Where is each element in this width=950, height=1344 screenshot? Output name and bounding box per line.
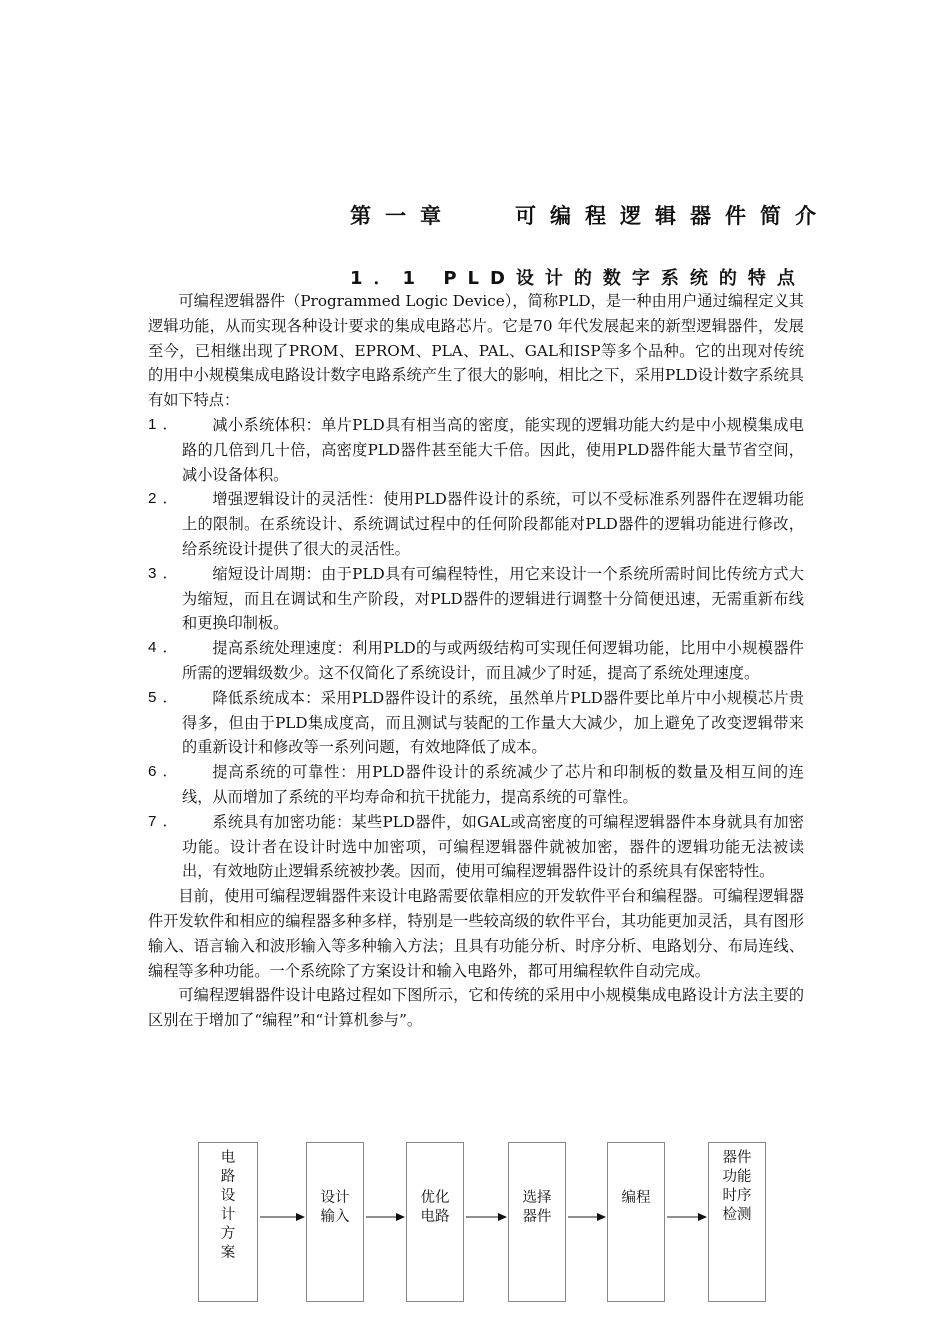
section-title: 1．1 PLD设计的数字系统的特点 — [350, 268, 806, 289]
list-item-number: 2． — [148, 490, 184, 508]
flow-step-label: 选择 器件 — [522, 1190, 552, 1225]
list-item-text: 提高系统的可靠性：用PLD器件设计的系统减少了芯片和印制板的数量及相互间的连线，从而增加了系统的平均寿命和抗干扰能力，提高系统的可靠性。 — [182, 763, 804, 806]
paragraph-design-flow: 可编程逻辑器件设计电路过程如下图所示，它和传统的采用中小规模集成电路设计方法主要的区别在于增加了“编程”和“计算机参与”。 — [148, 986, 804, 1030]
list-item-number: 5． — [148, 688, 184, 706]
list-item-text: 提高系统处理速度：利用PLD的与或两级结构可实现任何逻辑功能，比用中小规模器件所需的逻辑级数少。这不仅简化了系统设计，而且减少了时延，提高了系统处理速度。 — [182, 639, 804, 682]
flow-arrowhead — [396, 1213, 405, 1221]
flow-step-label: 优化 电路 — [420, 1190, 450, 1225]
list-item — [148, 810, 804, 884]
list-item-text: 增强逻辑设计的灵活性：使用PLD器件设计的系统，可以不受标准系列器件在逻辑功能上的限制。在系统设计、系统调试过程中的任何阶段都能对PLD器件的逻辑功能进行修改，给系统设计提供了很大的灵活性。 — [182, 490, 804, 558]
list-item-text: 减小系统体积：单片PLD具有相当高的密度，能实现的逻辑功能大约是中小规模集成电路的几倍到几十倍，高密度PLD器件甚至能大千倍。因此，使用PLD器件能大量节省空间，减小设备体积。 — [182, 415, 804, 484]
flow-step-label: 编程 — [621, 1190, 651, 1206]
flow-step-box — [406, 1142, 464, 1302]
list-item — [148, 760, 804, 810]
flow-step-label: 器件 功能 时序 检测 — [722, 1150, 752, 1223]
list-item-number: 3． — [148, 564, 184, 582]
list-item-number: 4． — [148, 639, 184, 657]
flow-step-box — [708, 1142, 766, 1302]
document-body — [148, 289, 804, 1033]
list-item-text: 降低系统成本：采用PLD器件设计的系统，虽然单片PLD器件要比单片中小规模芯片贵得多，但由于PLD集成度高，而且测试与装配的工作量大大减少，加上避免了改变逻辑带来的重新设计和修改等一系列问题，有效地降低了成本。 — [182, 688, 804, 757]
design-flow-diagram — [198, 1140, 768, 1304]
flow-arrows — [198, 1140, 768, 1304]
paragraph-development-tools: 目前，使用可编程逻辑器件来设计电路需要依靠相应的开发软件平台和编程器。可编程逻辑器件开发软件和相应的编程器多种多样，特别是一些较高级的软件平台，其功能更加灵活，具有图形输入、语言输入和波形输入等多种输入方法；且具有功能分析、时序分析、电路划分、布局连线、编程等多种功能。一个系统除了方案设计和输入电路外，都可用编程软件自动完成。 — [148, 887, 804, 980]
chapter-number: 第一章 — [350, 204, 455, 228]
flow-arrowhead — [698, 1213, 707, 1221]
list-item-text: 系统具有加密功能：某些PLD器件，如GAL或高密度的可编程逻辑器件本身就具有加密功能。设计者在设计时选中加密项，可编程逻辑器件就被加密，器件的逻辑功能无法被读出，有效地防止逻辑系统被抄袭。因而，使用可编程逻辑器件设计的系统具有保密特性。 — [182, 812, 804, 881]
list-item-number: 7． — [148, 812, 184, 830]
list-item-number: 1． — [148, 415, 184, 433]
intro-paragraph: 可编程逻辑器件（Programmed Logic Device），简称PLD，是一种由用户通过编程定义其逻辑功能，从而实现各种设计要求的集成电路芯片。它是70 年代发展起来的新型逻辑器件，发展至今，已相继出现了PROM、EPROM、PLA、PAL、GAL和ISP等多个品种。它的出现对传统的用中小规模集成电路设计数字电路系统产生了很大的影响，相比之下，采用PLD设计数字系统具有如下特点： — [148, 292, 804, 410]
flow-arrowhead — [296, 1213, 305, 1221]
list-item-number: 6． — [148, 763, 184, 781]
list-item — [148, 686, 804, 760]
chapter-title: 可编程逻辑器件简介 — [515, 204, 830, 228]
flow-step-label: 电 路 设 计 方 案 — [220, 1150, 236, 1261]
flow-step-box — [508, 1142, 566, 1302]
feature-list — [148, 413, 804, 884]
list-item-text: 缩短设计周期：由于PLD具有可编程特性，用它来设计一个系统所需时间比传统方式大为缩短，而且在调试和生产阶段，对PLD器件的逻辑进行调整十分简便迅速，无需重新布线和更换印制板。 — [182, 564, 804, 633]
flow-step-box — [306, 1142, 364, 1302]
list-item — [148, 562, 804, 636]
chapter-heading — [350, 200, 830, 230]
flow-step-box — [607, 1142, 665, 1302]
list-item — [148, 636, 804, 686]
flow-step-box — [198, 1142, 258, 1302]
flow-arrowhead — [498, 1213, 507, 1221]
flow-step-label: 设计 输入 — [320, 1190, 350, 1225]
list-item — [148, 487, 804, 561]
list-item — [148, 413, 804, 487]
flow-arrowhead — [597, 1213, 606, 1221]
